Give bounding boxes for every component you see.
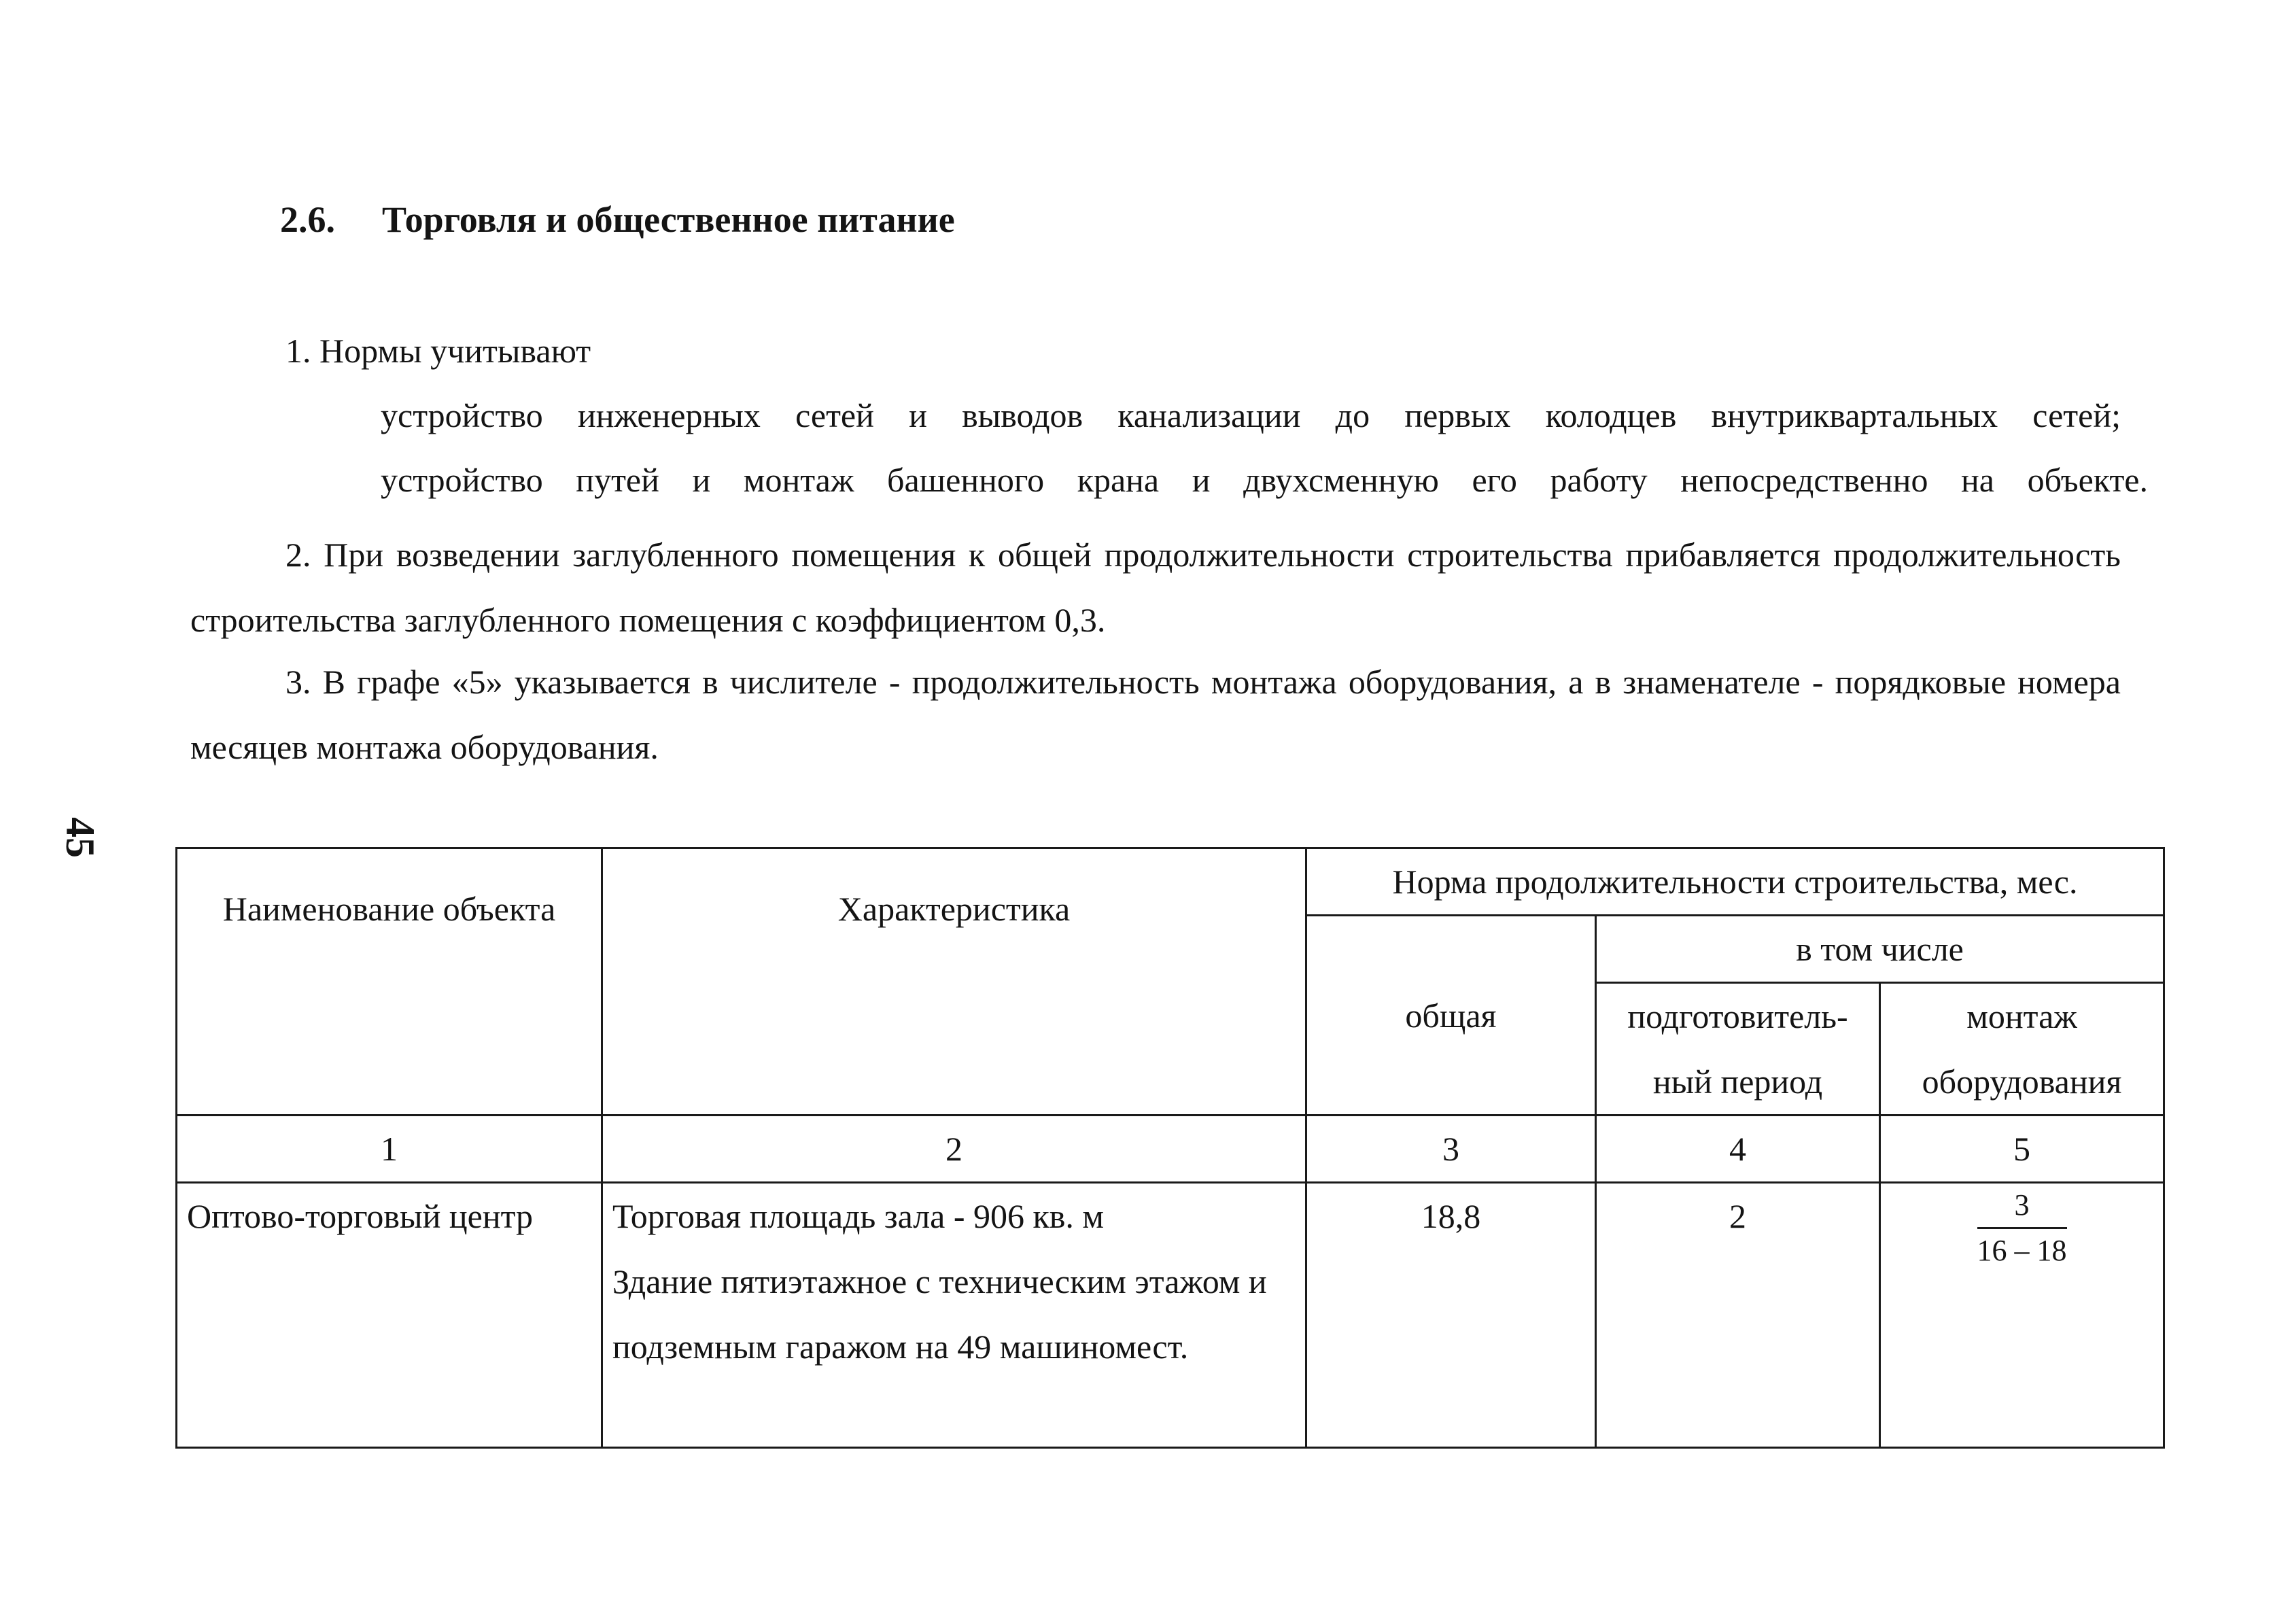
header-prep-period-line2: ный период xyxy=(1596,1049,1880,1116)
characteristic-rest: Здание пятиэтажное с техническим этажом и подземным гаражом на 49 машиномест. xyxy=(612,1262,1267,1366)
characteristic-cell xyxy=(602,1183,1306,1448)
section-heading xyxy=(280,198,955,241)
note-1-line-a: устройство инженерных сетей и выводов канализации до первых колодцев внутриквартальных сетей; xyxy=(381,396,2121,434)
construction-norms-table xyxy=(175,847,2165,1449)
header-characteristic: Характеристика xyxy=(602,848,1306,1116)
column-number: 4 xyxy=(1596,1116,1880,1183)
section-title: Торговля и общественное питание xyxy=(382,199,955,240)
table-row xyxy=(177,1183,2164,1448)
note-3-text: 3. В графе «5» указывается в числителе - продолжительность монтажа оборудования, а в знаменателе - порядковые номера месяцев монтажа оборудования. xyxy=(190,663,2121,766)
column-number: 5 xyxy=(1880,1116,2164,1183)
object-name-cell: Оптово-торговый центр xyxy=(177,1183,602,1448)
header-total: общая xyxy=(1306,916,1596,1116)
mounting-cell xyxy=(1880,1183,2164,1448)
header-norm: Норма продолжительности строительства, мес. xyxy=(1306,848,2164,916)
mounting-denominator: 16 – 18 xyxy=(1977,1234,2067,1267)
mounting-numerator: 3 xyxy=(1977,1190,2067,1229)
column-number-row xyxy=(177,1116,2164,1183)
prep-period-cell: 2 xyxy=(1596,1183,1880,1448)
note-2-text: 2. При возведении заглубленного помещения к общей продолжительности строительства прибавляется продолжительность строительства заглубленного помещения с коэффициентом 0,3. xyxy=(190,536,2121,639)
page-number: 45 xyxy=(58,817,103,858)
note-1-line-b: устройство путей и монтаж башенного крана и двухсменную его работу непосредственно на объекте. xyxy=(381,461,2148,499)
column-number: 3 xyxy=(1306,1116,1596,1183)
section-number: 2.6. xyxy=(280,199,335,240)
total-cell: 18,8 xyxy=(1306,1183,1596,1448)
header-including: в том числе xyxy=(1596,916,2164,983)
header-object-name: Наименование объекта xyxy=(177,848,602,1116)
column-number: 2 xyxy=(602,1116,1306,1183)
note-3 xyxy=(190,649,2121,780)
header-mounting-line2: оборудования xyxy=(1880,1049,2164,1116)
mounting-fraction xyxy=(1977,1190,2067,1266)
note-1-intro: 1. Нормы учитывают xyxy=(285,332,591,370)
note-2 xyxy=(190,522,2121,653)
header-mounting-line1: монтаж xyxy=(1880,983,2164,1050)
header-prep-period-line1: подготовитель- xyxy=(1596,983,1880,1050)
characteristic-line1: Торговая площадь зала - 906 кв. м xyxy=(612,1197,1105,1235)
column-number: 1 xyxy=(177,1116,602,1183)
